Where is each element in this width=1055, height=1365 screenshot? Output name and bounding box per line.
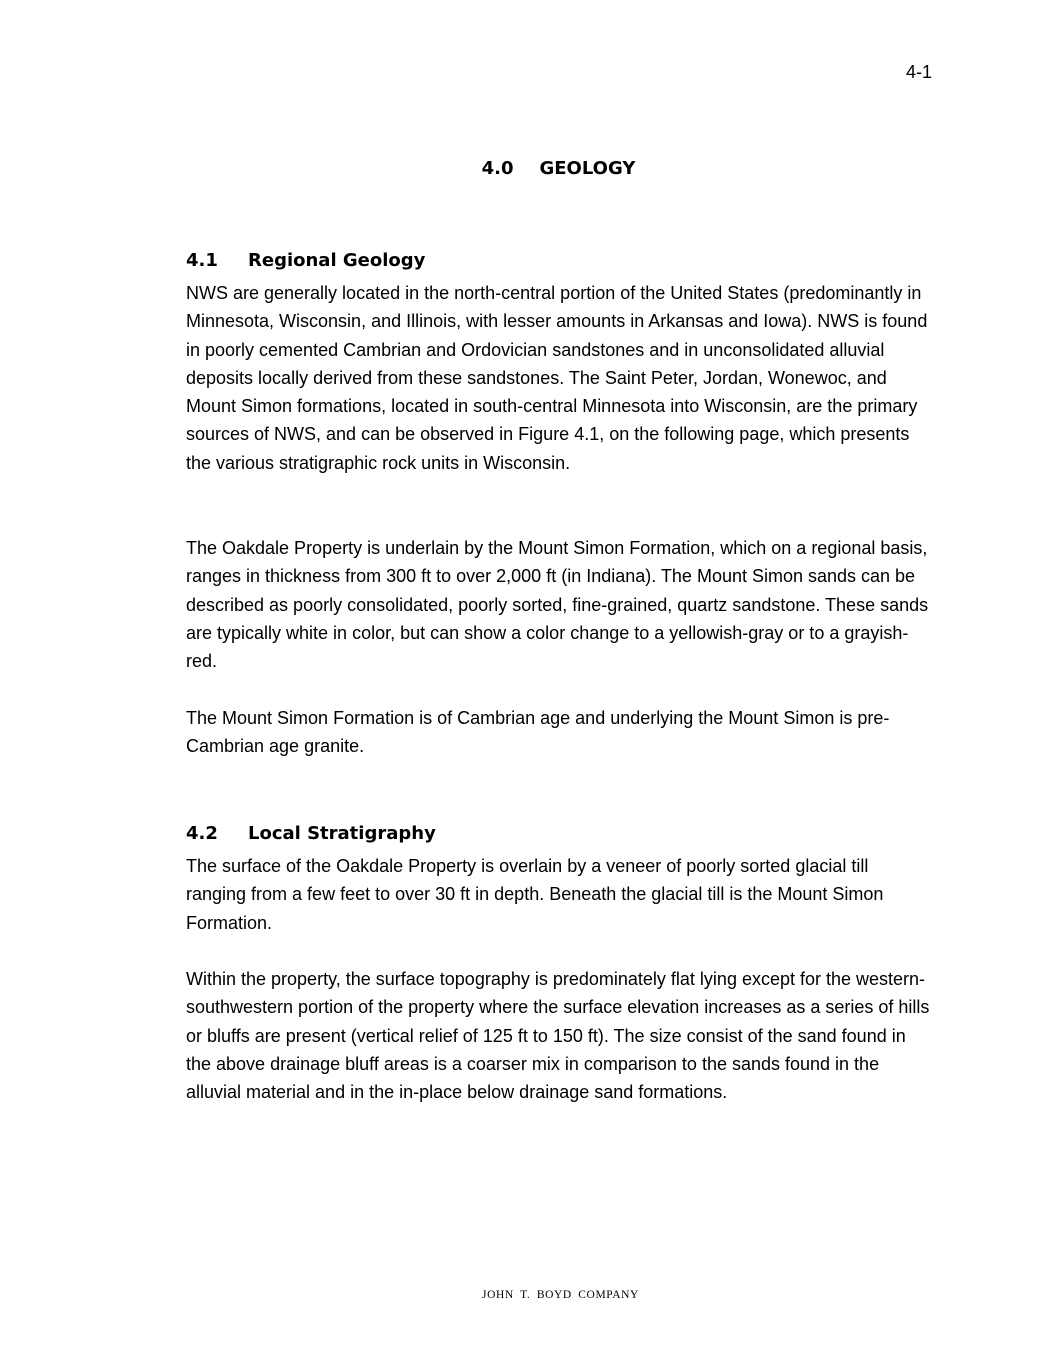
chapter-title [0,158,1055,179]
paragraph-regional-geology-1: NWS are generally located in the north-central portion of the United States (predominantly in Minnesota, Wisconsin, and Illinois, with lesser amounts in Arkansas and Iowa). NWS is found in poorly cemented Cambrian and Ordovician sandstones and in unconsolidated alluvial deposits locally derived from these sandstones. The Saint Peter, Jordan, Wonewoc, and Mount Simon formations, located in south-central Minnesota into Wisconsin, are the primary sources of NWS, and can be observed in Figure 4.1, on the following page, which presents the various stratigraphic rock units in Wisconsin. [186,283,928,473]
section-title: Regional Geology [248,250,426,271]
section-heading-regional-geology [186,250,425,271]
chapter-number: 4.0 [481,158,514,179]
section-number: 4.1 [186,250,218,271]
section-title: Local Stratigraphy [248,823,436,844]
page-number: 4-1 [905,62,932,82]
footer-company-name: JOHN T. BOYD COMPANY [482,1289,639,1301]
chapter-title-text: GEOLOGY [539,158,636,179]
paragraph-local-stratigraphy-2: Within the property, the surface topography is predominately flat lying except for the western-southwestern portion of the property where the surface elevation increases as a series of hills or bluffs are present (vertical relief of 125 ft to 150 ft). The size consist of the sand found in the above drainage bluff areas is a coarser mix in comparison to the sands found in the alluvial material and in the in-place below drainage sand formations. [186,969,930,1103]
paragraph-regional-geology-3: The Mount Simon Formation is of Cambrian age and underlying the Mount Simon is pre-Cambrian age granite. [186,708,890,757]
section-number: 4.2 [186,823,218,844]
paragraph-local-stratigraphy-1: The surface of the Oakdale Property is overlain by a veneer of poorly sorted glacial till ranging from a few feet to over 30 ft in depth. Beneath the glacial till is the Mount Simon Formation. [186,856,884,933]
section-heading-local-stratigraphy [186,823,436,844]
paragraph-regional-geology-2: The Oakdale Property is underlain by the Mount Simon Formation, which on a regional basis, ranges in thickness from 300 ft to over 2,000 ft (in Indiana). The Mount Simon sands can be described as poorly consolidated, poorly sorted, fine-grained, quartz sandstone. These sands are typically white in color, but can show a color change to a yellowish-gray or to a grayish-red. [186,538,929,672]
